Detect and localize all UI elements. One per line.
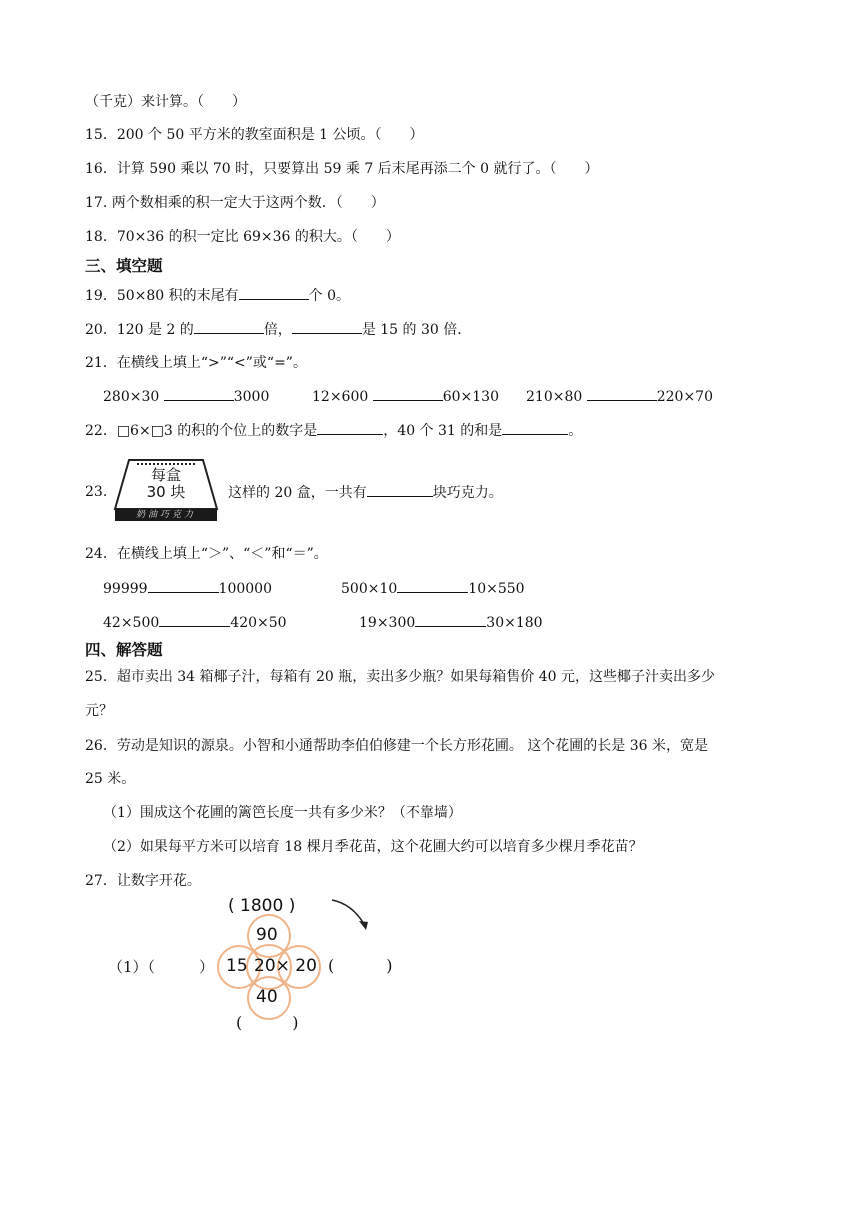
- petal-left: 15: [226, 956, 248, 976]
- compare-item: 12×600 60×130: [312, 386, 499, 407]
- question-text: 劳动是知识的源泉。小智和小通帮助李伯伯修建一个长方形花圃。 这个花圃的长是 36 米，宽是: [116, 738, 708, 754]
- section-answer-title: 四、解答题: [85, 641, 163, 659]
- compare-item: 210×80 220×70: [526, 386, 713, 407]
- question-text: 120 是 2 的: [116, 322, 194, 338]
- compare-item: 500×10 10×550: [341, 578, 525, 599]
- compare-item: 42×500 420×50: [103, 612, 287, 633]
- number-flower-diagram: [100, 890, 410, 1035]
- question-27: [85, 871, 201, 891]
- question-24: [85, 544, 328, 564]
- question-number: 27．: [85, 873, 117, 889]
- sub-label: （1）（ ）: [108, 958, 215, 976]
- answer-blank[interactable]: [159, 612, 230, 627]
- question-15: [85, 125, 424, 145]
- question-text: □6×□3 的积的个位上的数字是: [116, 423, 318, 439]
- question-25-line2: 元？: [85, 703, 113, 719]
- answer-blank[interactable]: [502, 420, 568, 435]
- question-text: 倍，: [263, 322, 292, 338]
- answer-blank[interactable]: [239, 285, 309, 300]
- question-text: 让数字开花。: [116, 873, 201, 889]
- compare-item: 280×30 3000: [103, 386, 269, 407]
- question-16: [85, 159, 599, 179]
- question-text: 在横线上填上“>”“<”或“=”。: [116, 355, 307, 371]
- question-number: 22．: [85, 423, 117, 439]
- question-number: 15．: [85, 127, 117, 143]
- question-26-sub1: （1）围成这个花圃的篱笆长度一共有多少米？（不靠墙）: [103, 805, 462, 821]
- question-26: [85, 736, 708, 756]
- answer-blank[interactable]: [373, 386, 443, 401]
- question-text: 两个数相乘的积一定大于这两个数．（ ）: [111, 195, 385, 211]
- question-23-number: 23.: [85, 484, 108, 500]
- question-text: 50×80 积的末尾有: [116, 288, 239, 304]
- q14-continuation: （千克）来计算。（ ）: [85, 94, 246, 110]
- answer-blank[interactable]: [292, 319, 362, 334]
- question-text: 计算 590 乘以 70 时，只要算出 59 乘 7 后末尾再添二个 0 就行了。（ ）: [116, 161, 599, 177]
- center-expression: 20× 20: [254, 956, 317, 976]
- box-label-line1: 每盒: [150, 466, 181, 484]
- question-number: 25．: [85, 669, 117, 685]
- question-number: 17.: [85, 195, 108, 211]
- answer-blank[interactable]: [317, 420, 383, 435]
- question-text: 超市卖出 34 箱椰子汁，每箱有 20 瓶，卖出多少瓶？如果每箱售价 40 元，这些椰子汁卖出多少: [116, 669, 715, 685]
- question-number: 19．: [85, 288, 117, 304]
- question-23-text: 这样的 20 盒，一共有 块巧克力。: [228, 482, 503, 503]
- answer-blank[interactable]: [367, 482, 433, 497]
- question-number: 18．: [85, 229, 117, 245]
- petal-bottom: 40: [256, 987, 278, 1007]
- question-text: 在横线上填上“＞”、“＜”和“＝”。: [116, 546, 328, 562]
- question-22: [85, 420, 582, 441]
- answer-blank[interactable]: [194, 319, 264, 334]
- question-number: 16．: [85, 161, 117, 177]
- top-value-row: ( 1800 ): [228, 896, 296, 916]
- question-19: [85, 285, 350, 306]
- bottom-answer-paren[interactable]: ( ): [236, 1013, 299, 1032]
- answer-blank[interactable]: [587, 386, 657, 401]
- question-text: 。: [568, 423, 583, 439]
- answer-blank[interactable]: [164, 386, 234, 401]
- question-26-sub2: （2）如果每平方米可以培育 18 棵月季花苗，这个花圃大约可以培育多少棵月季花苗？: [103, 839, 643, 855]
- chocolate-box-image: [113, 457, 219, 523]
- question-text: 200 个 50 平方米的教室面积是 1 公顷。（ ）: [116, 127, 424, 143]
- section-fill-in-title: 三、填空题: [85, 257, 163, 275]
- question-text: 是 15 的 30 倍．: [361, 322, 472, 338]
- compare-item: 99999 100000: [103, 578, 272, 599]
- box-label-line2: 30 块: [146, 483, 186, 501]
- question-number: 24．: [85, 546, 117, 562]
- question-21: [85, 353, 307, 373]
- question-text: ，40 个 31 的和是: [383, 423, 503, 439]
- question-17: [85, 193, 385, 213]
- petal-top: 90: [256, 925, 278, 945]
- question-18: [85, 227, 400, 247]
- question-26-line2: 25 米。: [85, 771, 136, 787]
- question-20: [85, 319, 471, 340]
- question-25: [85, 667, 715, 687]
- question-number: 20．: [85, 322, 117, 338]
- question-text: 个 0。: [308, 288, 350, 304]
- top-value: 1800: [240, 896, 284, 916]
- question-number: 21．: [85, 355, 117, 371]
- answer-blank[interactable]: [148, 578, 219, 593]
- right-answer-paren[interactable]: ( ): [328, 956, 393, 975]
- box-footer: 奶油巧克力: [135, 510, 196, 520]
- answer-blank[interactable]: [415, 612, 486, 627]
- question-text: 70×36 的积一定比 69×36 的积大。（ ）: [116, 229, 400, 245]
- answer-blank[interactable]: [397, 578, 468, 593]
- question-number: 26．: [85, 738, 117, 754]
- compare-item: 19×300 30×180: [359, 612, 543, 633]
